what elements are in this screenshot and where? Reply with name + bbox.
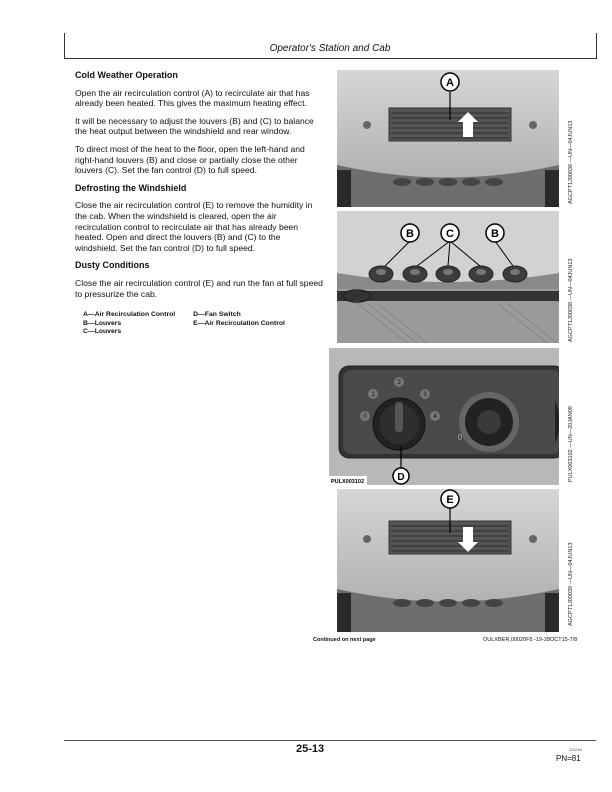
footer-rule xyxy=(64,740,596,741)
legend-d: D—Fan Switch xyxy=(193,311,241,319)
figure-air-recirculation-e xyxy=(337,489,559,632)
header-rule xyxy=(64,58,596,59)
dial-mark-3: 3 xyxy=(423,392,427,398)
figure-3-label: PULX003102 xyxy=(331,479,365,485)
figure-legend xyxy=(83,311,323,337)
legend-a: A—Air Recirculation Control xyxy=(83,311,176,319)
callout-e-label: E xyxy=(446,494,454,506)
page-header-title: Operator's Station and Cab xyxy=(269,43,391,54)
continued-note: Continued on next page xyxy=(313,637,376,643)
figure-3-code: PULX003102 —UN—20JAN09 xyxy=(568,406,574,482)
defrost-p1: Close the air recirculation control (E) to remove the humidity in the cab. When the windshield is cleared, open the air recirculation control to recirculate air that has already been heated. Open and direct the louvers (B) and (C) to the windshield. Set the fan control (D) to full speed. xyxy=(75,200,313,253)
cold-weather-p1: Open the air recirculation control (A) to recirculate air that has already been heated. This gives the maximum heating effect. xyxy=(75,87,310,109)
text-column xyxy=(75,70,323,337)
dusty-p1: Close the air recirculation control (E) and run the fan at full speed to pressurize the cab. xyxy=(75,277,323,299)
figure-4-code: AGCPT1J00039 —UN—04JUN13 xyxy=(568,542,574,626)
callout-c: C xyxy=(446,228,454,240)
pn-number: PN=81 xyxy=(556,754,581,763)
figure-fan-switch-d xyxy=(329,348,559,485)
dial-mark-4: 4 xyxy=(433,414,437,420)
dial-mark-0-right: 0 xyxy=(457,433,463,442)
dial-mark-2: 2 xyxy=(397,380,401,386)
legend-b: B—Louvers xyxy=(83,319,122,327)
footer-small-code: 111216 xyxy=(569,747,582,752)
legend-c: C—Louvers xyxy=(83,328,122,336)
document-reference: OULXBER,00020F5 -19-28OCT15-7/8 xyxy=(483,637,578,643)
dial-mark-0: 0 xyxy=(363,414,367,420)
legend-col-2 xyxy=(193,311,285,337)
header-rule-right xyxy=(596,33,597,59)
callout-b-left: B xyxy=(406,228,414,240)
legend-col-1 xyxy=(83,311,175,337)
legend-e: E—Air Recirculation Control xyxy=(193,319,285,327)
figure-1-code: AGCPT1J00036 —UN—04JUN13 xyxy=(568,120,574,204)
figure-air-recirculation-a xyxy=(337,70,559,207)
callout-d-label: D xyxy=(397,472,405,483)
defrost-heading: Defrosting the Windshield xyxy=(75,182,187,193)
dial-mark-1: 1 xyxy=(371,392,375,398)
callout-b-right: B xyxy=(491,228,499,240)
cold-weather-p3: To direct most of the heat to the floor, open the left-hand and right-hand louvers (B) and close or partially close the other louvers (C). Set the fan control (D) to full speed. xyxy=(75,143,305,176)
dusty-heading: Dusty Conditions xyxy=(75,260,150,271)
page-number: 25-13 xyxy=(296,743,325,755)
cold-weather-heading: Cold Weather Operation xyxy=(75,70,178,80)
figure-louvers-b-c xyxy=(337,211,559,343)
cold-weather-p2: It will be necessary to adjust the louvers (B) and (C) to balance the heat output between the windshield and rear window. xyxy=(75,115,314,137)
callout-a-label: A xyxy=(446,77,454,89)
figure-2-code: AGCPT1J00038 —UN—04JUN13 xyxy=(568,258,574,342)
